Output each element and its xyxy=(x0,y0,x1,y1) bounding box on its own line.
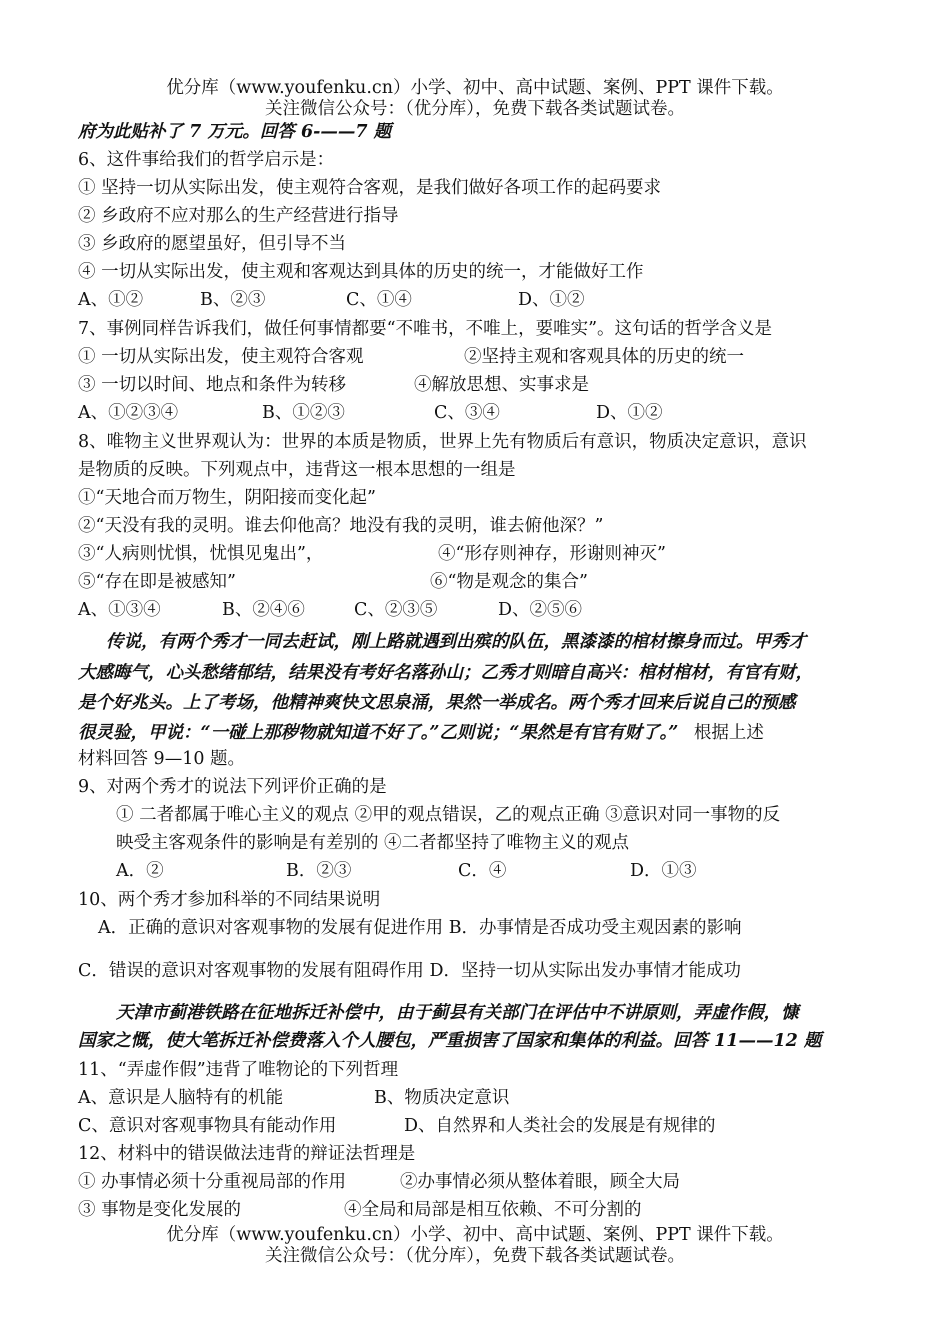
q11-choice-d: D、自然界和人类社会的发展是有规律的 xyxy=(404,1116,716,1136)
q12-item-4: ④全局和局部是相互依赖、不可分割的 xyxy=(344,1200,642,1220)
q7-choice-a: A、①②③④ xyxy=(78,403,179,423)
q7-item-1: ① 一切从实际出发，使主观符合客观 xyxy=(78,347,364,367)
q7-item-4: ④解放思想、实事求是 xyxy=(414,375,589,395)
q7-item-3: ③ 一切以时间、地点和条件为转移 xyxy=(78,375,347,395)
q6-choice-d: D、①② xyxy=(518,290,585,310)
q9-choice-a: A．② xyxy=(116,861,164,881)
q6-item-4: ④ 一切从实际出发，使主观和客观达到具体的历史的统一，才能做好工作 xyxy=(78,262,644,282)
q8-choice-b: B、②④⑥ xyxy=(222,600,305,620)
q11-choice-c: C、意识对客观事物具有能动作用 xyxy=(78,1116,337,1136)
q8-item-3: ③“人病则忧惧，忧惧见鬼出”， xyxy=(78,544,324,564)
q9-choice-c: C．④ xyxy=(458,861,507,881)
footer-line-1: 优分库（www.youfenku.cn）小学、初中、高中试题、案例、PPT 课件下载。 xyxy=(166,1225,784,1245)
story-line-1: 传说，有两个秀才一同去赶试，刚上路就遇到出殡的队伍，黑漆漆的棺材擦身而过。甲秀才 xyxy=(106,632,806,652)
q6-choice-c: C、①④ xyxy=(346,290,412,310)
story-line-5: 材料回答 9—10 题。 xyxy=(78,749,246,769)
q12-item-2: ②办事情必须从整体着眼，顾全大局 xyxy=(400,1172,680,1192)
story-line-4-tail: 根据上述 xyxy=(693,723,764,743)
story-line-4 xyxy=(78,720,764,746)
header-line-2: 关注微信公众号：（优分库），免费下载各类试题试卷。 xyxy=(265,99,685,119)
tianjin-line-2: 国家之慨，使大笔拆迁补偿费落入个人腰包，严重损害了国家和集体的利益。回答 11——12 题 xyxy=(78,1031,822,1051)
q7-choice-b: B、①②③ xyxy=(262,403,345,423)
q8-stem-line-1: 8、唯物主义世界观认为：世界的本质是物质，世界上先有物质后有意识，物质决定意识，意识 xyxy=(78,432,807,452)
q6-stem: 6、这件事给我们的哲学启示是： xyxy=(78,150,335,170)
q7-choice-d: D、①② xyxy=(596,403,663,423)
q6-choice-b: B、②③ xyxy=(200,290,266,310)
footer-line-2: 关注微信公众号：（优分库），免费下载各类试题试卷。 xyxy=(265,1246,685,1266)
q9-items-line-2: 映受主客观条件的影响是有差别的 ④二者都坚持了唯物主义的观点 xyxy=(116,833,630,853)
intro-tail: 府为此贴补了 7 万元。回答 6-——7 题 xyxy=(78,122,392,142)
header-line-1: 优分库（www.youfenku.cn）小学、初中、高中试题、案例、PPT 课件下载。 xyxy=(166,78,784,98)
q6-item-3: ③ 乡政府的愿望虽好，但引导不当 xyxy=(78,234,347,254)
story-line-4-quote: 很灵验，甲说：“一碰上那秽物就知道不好了。”乙则说；“果然是有官有财了。” xyxy=(78,723,679,743)
q8-item-4: ④“形存则神存，形谢则神灭” xyxy=(438,544,666,564)
q10-stem: 10、两个秀才参加科举的不同结果说明 xyxy=(78,890,381,910)
q8-item-2: ②“天没有我的灵明。谁去仰他高？地没有我的灵明，谁去俯他深？” xyxy=(78,516,604,536)
q9-items-line-1: ① 二者都属于唯心主义的观点 ②甲的观点错误，乙的观点正确 ③意识对同一事物的反 xyxy=(116,805,781,825)
q11-choice-a: A、意识是人脑特有的机能 xyxy=(78,1088,284,1108)
q9-stem: 9、对两个秀才的说法下列评价正确的是 xyxy=(78,777,387,797)
q9-choice-d: D．①③ xyxy=(630,861,697,881)
q6-item-1: ① 坚持一切从实际出发，使主观符合客观，是我们做好各项工作的起码要求 xyxy=(78,178,662,198)
q6-item-2: ② 乡政府不应对那么的生产经营进行指导 xyxy=(78,206,399,226)
q10-choices-cd: C．错误的意识对客观事物的发展有阻碍作用 D．坚持一切从实际出发办事情才能成功 xyxy=(78,961,741,981)
q10-choices-ab: A．正确的意识对客观事物的发展有促进作用 B．办事情是否成功受主观因素的影响 xyxy=(98,918,742,938)
q6-choice-a: A、①② xyxy=(78,290,144,310)
q8-choice-a: A、①③④ xyxy=(78,600,161,620)
q8-choice-c: C、②③⑤ xyxy=(354,600,438,620)
q8-stem-line-2: 是物质的反映。下列观点中，违背这一根本思想的一组是 xyxy=(78,460,516,480)
q11-choice-b: B、物质决定意识 xyxy=(374,1088,510,1108)
q12-item-3: ③ 事物是变化发展的 xyxy=(78,1200,242,1220)
q8-choice-d: D、②⑤⑥ xyxy=(498,600,583,620)
tianjin-line-1: 天津市蓟港铁路在征地拆迁补偿中，由于蓟县有关部门在评估中不讲原则，弄虚作假，慷 xyxy=(116,1003,799,1023)
q12-item-1: ① 办事情必须十分重视局部的作用 xyxy=(78,1172,347,1192)
q8-item-6: ⑥“物是观念的集合” xyxy=(430,572,588,592)
story-line-2: 大感晦气，心头愁绪郁结，结果没有考好名落孙山；乙秀才则暗自高兴：棺材棺材，有官有财， xyxy=(78,663,813,683)
q8-item-1: ①“天地合而万物生，阴阳接而变化起” xyxy=(78,488,376,508)
story-line-3: 是个好兆头。上了考场，他精神爽快文思泉涌，果然一举成名。两个秀才回来后说自己的预感 xyxy=(78,693,796,713)
q7-item-2: ②坚持主观和客观具体的历史的统一 xyxy=(464,347,744,367)
q11-stem: 11、“弄虚作假”违背了唯物论的下列哲理 xyxy=(78,1060,399,1080)
q9-choice-b: B．②③ xyxy=(286,861,352,881)
q12-stem: 12、材料中的错误做法违背的辩证法哲理是 xyxy=(78,1144,416,1164)
q8-item-5: ⑤“存在即是被感知” xyxy=(78,572,236,592)
q7-stem: 7、事例同样告诉我们，做任何事情都要“不唯书，不唯上，要唯实”。这句话的哲学含义是 xyxy=(78,319,773,339)
q7-choice-c: C、③④ xyxy=(434,403,500,423)
